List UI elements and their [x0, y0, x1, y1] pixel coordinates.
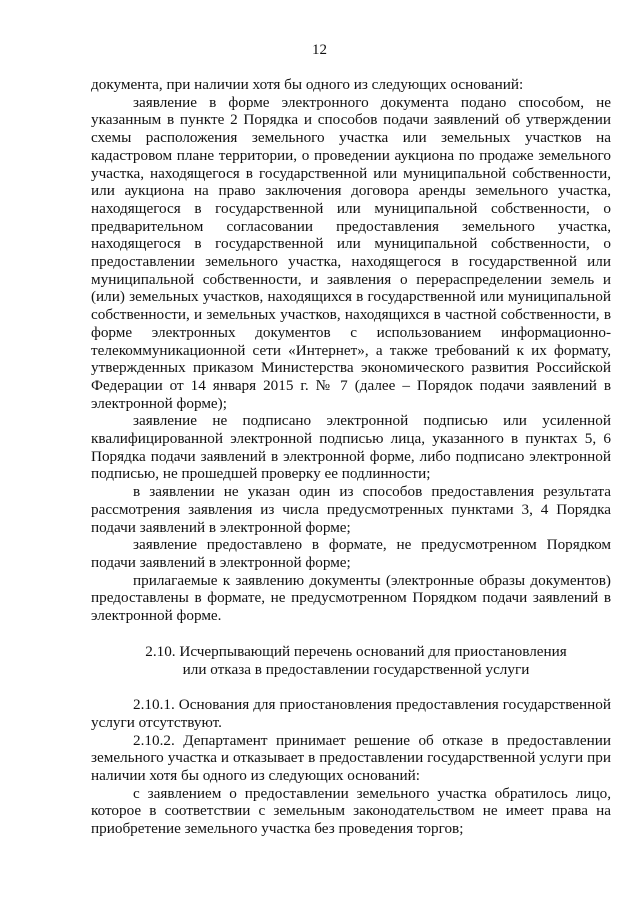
paragraph-ground-format: заявление предоставлено в формате, не предусмотренном Порядком подачи заявлений в электронной форме; — [91, 536, 611, 571]
spacer — [91, 678, 611, 696]
section-heading-line2: или отказа в предоставлении государственной услуги — [182, 660, 530, 678]
paragraph-2-10-1: 2.10.1. Основания для приостановления предоставления государственной услуги отсутствуют. — [91, 696, 611, 731]
paragraph-refusal-ground-1: с заявлением о предоставлении земельного участка обратилось лицо, которое в соответствии с земельным законодательством не имеет права на приобретение земельного участка без проведения торгов; — [91, 784, 611, 838]
page-number: 12 — [312, 42, 327, 58]
section-heading-line1: 2.10. Исчерпывающий перечень оснований для приостановления — [145, 642, 567, 660]
document-body — [91, 76, 611, 838]
spacer — [91, 625, 611, 643]
paragraph-ground-attachments: прилагаемые к заявлению документы (электронные образы документов) предоставлены в формате, не предусмотренном Порядком подачи заявлений в электронной форме. — [91, 571, 611, 625]
paragraph-2-10-2: 2.10.2. Департамент принимает решение об отказе в предоставлении земельного участка и отказывает в предоставлении государственной услуги при наличии хотя бы одного из следующих оснований: — [91, 731, 611, 785]
paragraph-ground-signature: заявление не подписано электронной подписью или усиленной квалифицированной электронной подписью лица, указанного в пунктах 5, 6 Порядка подачи заявлений в электронной форме, либо подписано электронной подписью, не прошедшей проверку ее подлинности; — [91, 412, 611, 483]
paragraph-intro: документа, при наличии хотя бы одного из следующих оснований: — [91, 76, 524, 93]
paragraph-ground-result-method: в заявлении не указан один из способов предоставления результата рассмотрения заявления из числа предусмотренных пунктами 3, 4 Порядка подачи заявлений в электронной форме; — [91, 483, 611, 536]
section-heading — [91, 643, 611, 678]
paragraph-ground-method: заявление в форме электронного документа подано способом, не указанным в пункте 2 Порядка и способов подачи заявлений об утверждении схемы расположения земельного участка или земельных участков на кадастровом плане территории, о проведении аукциона по продаже земельного участка, находящегося в государственной или муниципальной собственности, или аукциона на право заключения договора аренды земельного участка, находящегося в государственной или муниципальной собственности, о предварительном согласовании предоставления земельного участка, находящегося в государственной или муниципальной собственности, о предоставлении земельного участка, находящегося в государственной или муниципальной собственности, и заявления о перераспределении земель и (или) земельных участков, находящихся в государственной или муниципальной собственности, и земельных участков, находящихся в частной собственности, в форме электронных документов с использованием информационно-телекоммуникационной сети «Интернет», а также требований к их формату, утвержденных приказом Министерства экономического развития Российской Федерации от 14 января 2015 г. № 7 (далее – Порядок подачи заявлений в электронной форме); — [91, 93, 611, 412]
